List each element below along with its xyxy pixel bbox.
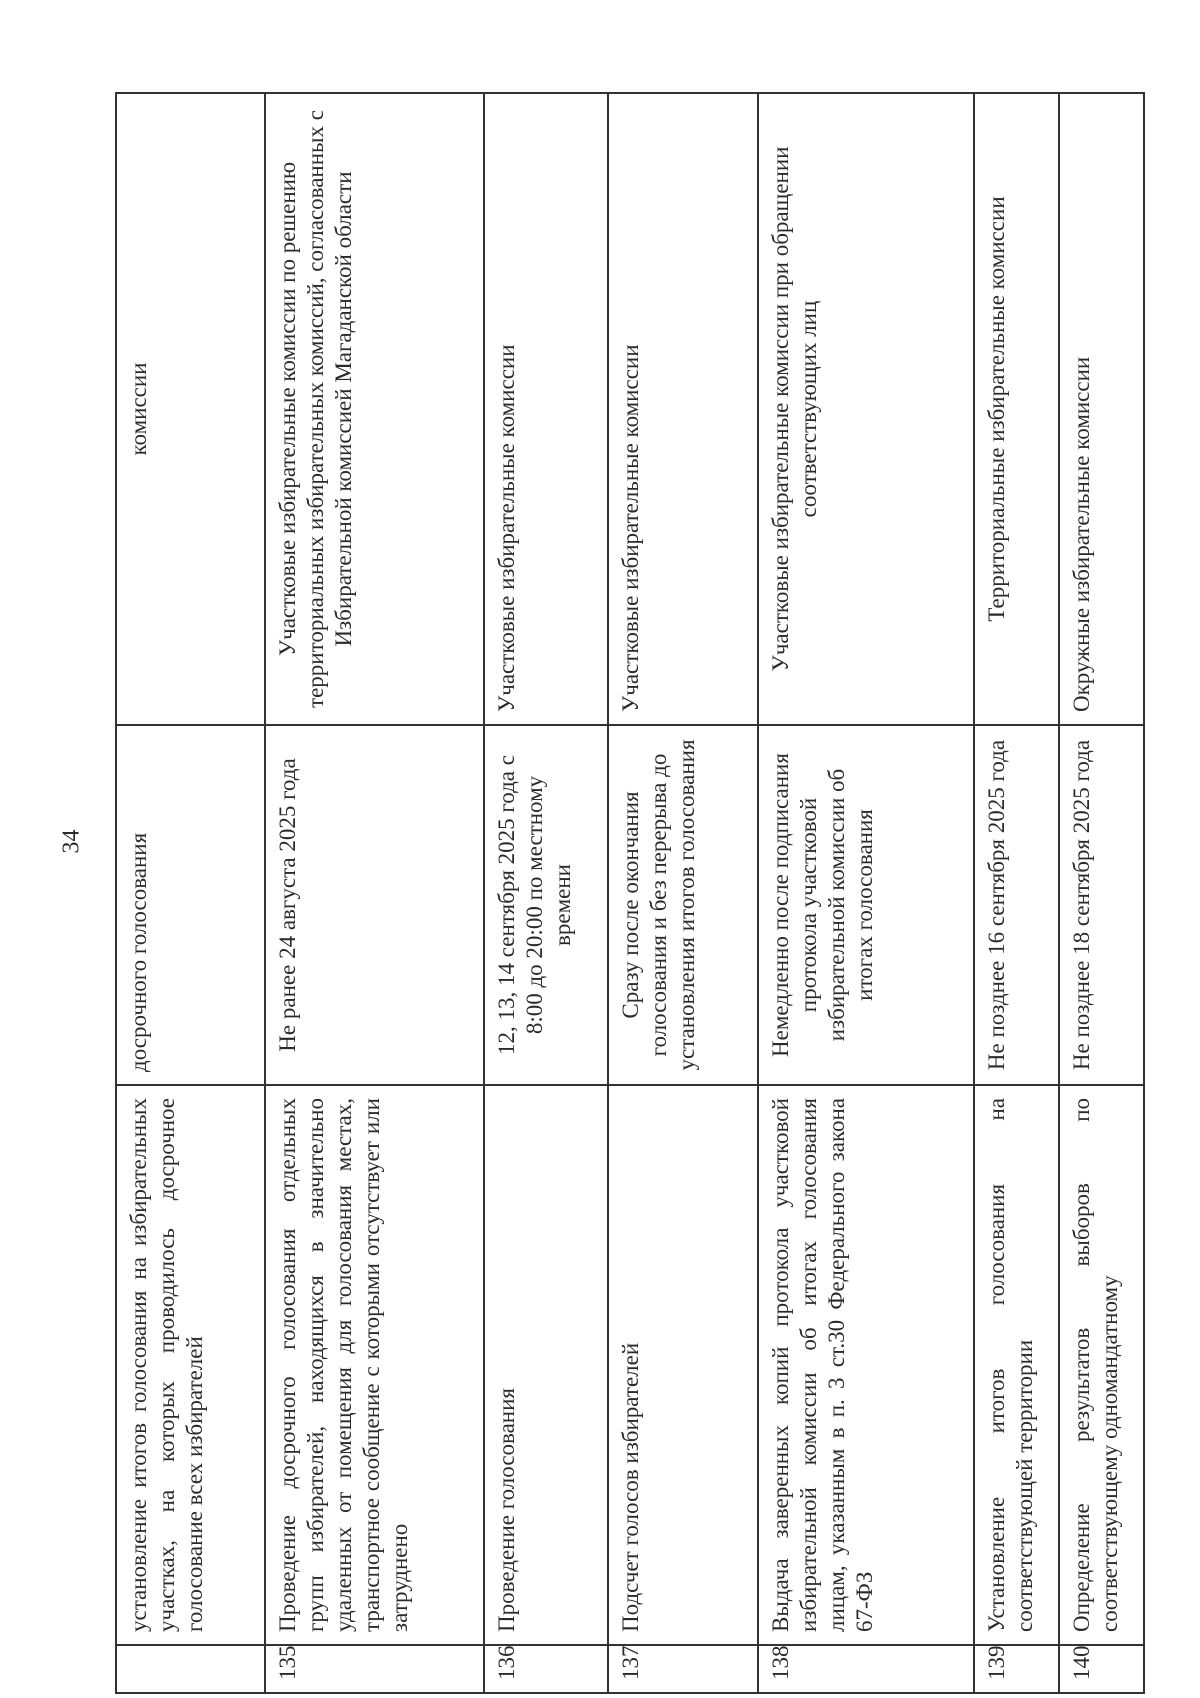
executor-cell: Территориальные избирательные комиссии — [974, 93, 1059, 725]
executor-cell: Участковые избирательные комиссии — [484, 93, 608, 725]
row-number: 135 — [265, 1645, 483, 1693]
deadline-cell: Не позднее 16 сентября 2025 года — [974, 725, 1059, 1085]
row-number: 136 — [484, 1645, 608, 1693]
event-cell: Проведение голосования — [484, 1085, 608, 1645]
row-number: 138 — [758, 1645, 974, 1693]
table-row — [608, 93, 757, 1693]
deadline-cell: 12, 13, 14 сентября 2025 года с 8:00 до 20:00 по местному времени — [484, 725, 608, 1085]
schedule-table-rotated — [115, 94, 1145, 1694]
event-cell: установление итогов голосования на избирательных участках, на которых проводилось досрочное голосование всех избирателей — [116, 1085, 265, 1645]
election-schedule-table — [115, 92, 1145, 1694]
event-cell: Выдача заверенных копий протокола участковой избирательной комиссии об итогах голосования лицам, указанным в п. 3 ст.30 Федерального закона 67-ФЗ — [758, 1085, 974, 1645]
deadline-cell: Не ранее 24 августа 2025 года — [265, 725, 483, 1085]
page-number: 34 — [58, 829, 85, 854]
executor-cell: Участковые избирательные комиссии — [608, 93, 757, 725]
executor-cell: Участковые избирательные комиссии по решению территориальных избирательных комиссий, согласованных с Избирательной комиссией Магаданской области — [265, 93, 483, 725]
deadline-cell: досрочного голосования — [116, 725, 265, 1085]
deadline-cell: Сразу после окончания голосования и без перерыва до установления итогов голосования — [608, 725, 757, 1085]
row-number: 140 — [1059, 1645, 1144, 1693]
deadline-cell: Не позднее 18 сентября 2025 года — [1059, 725, 1144, 1085]
event-cell: Установление итогов голосования на соответствующей территории — [974, 1085, 1059, 1645]
deadline-cell: Немедленно после подписания протокола участковой избирательной комиссии об итогах голосования — [758, 725, 974, 1085]
table-row — [974, 93, 1059, 1693]
executor-cell: комиссии — [116, 93, 265, 725]
event-cell: Подсчет голосов избирателей — [608, 1085, 757, 1645]
table-row — [116, 93, 265, 1693]
table-row — [1059, 93, 1144, 1693]
row-number: 137 — [608, 1645, 757, 1693]
table-row — [758, 93, 974, 1693]
event-cell: Проведение досрочного голосования отдельных групп избирателей, находящихся в значительно удаленных от помещения для голосования местах, транспортное сообщение с которыми отсутствует или затруднено — [265, 1085, 483, 1645]
table-row — [484, 93, 608, 1693]
table-row — [265, 93, 483, 1693]
row-number — [116, 1645, 265, 1693]
executor-cell: Участковые избирательные комиссии при обращении соответствующих лиц — [758, 93, 974, 725]
event-cell: Определение результатов выборов по соответствующему одномандатному — [1059, 1085, 1144, 1645]
executor-cell: Окружные избирательные комиссии — [1059, 93, 1144, 725]
row-number: 139 — [974, 1645, 1059, 1693]
